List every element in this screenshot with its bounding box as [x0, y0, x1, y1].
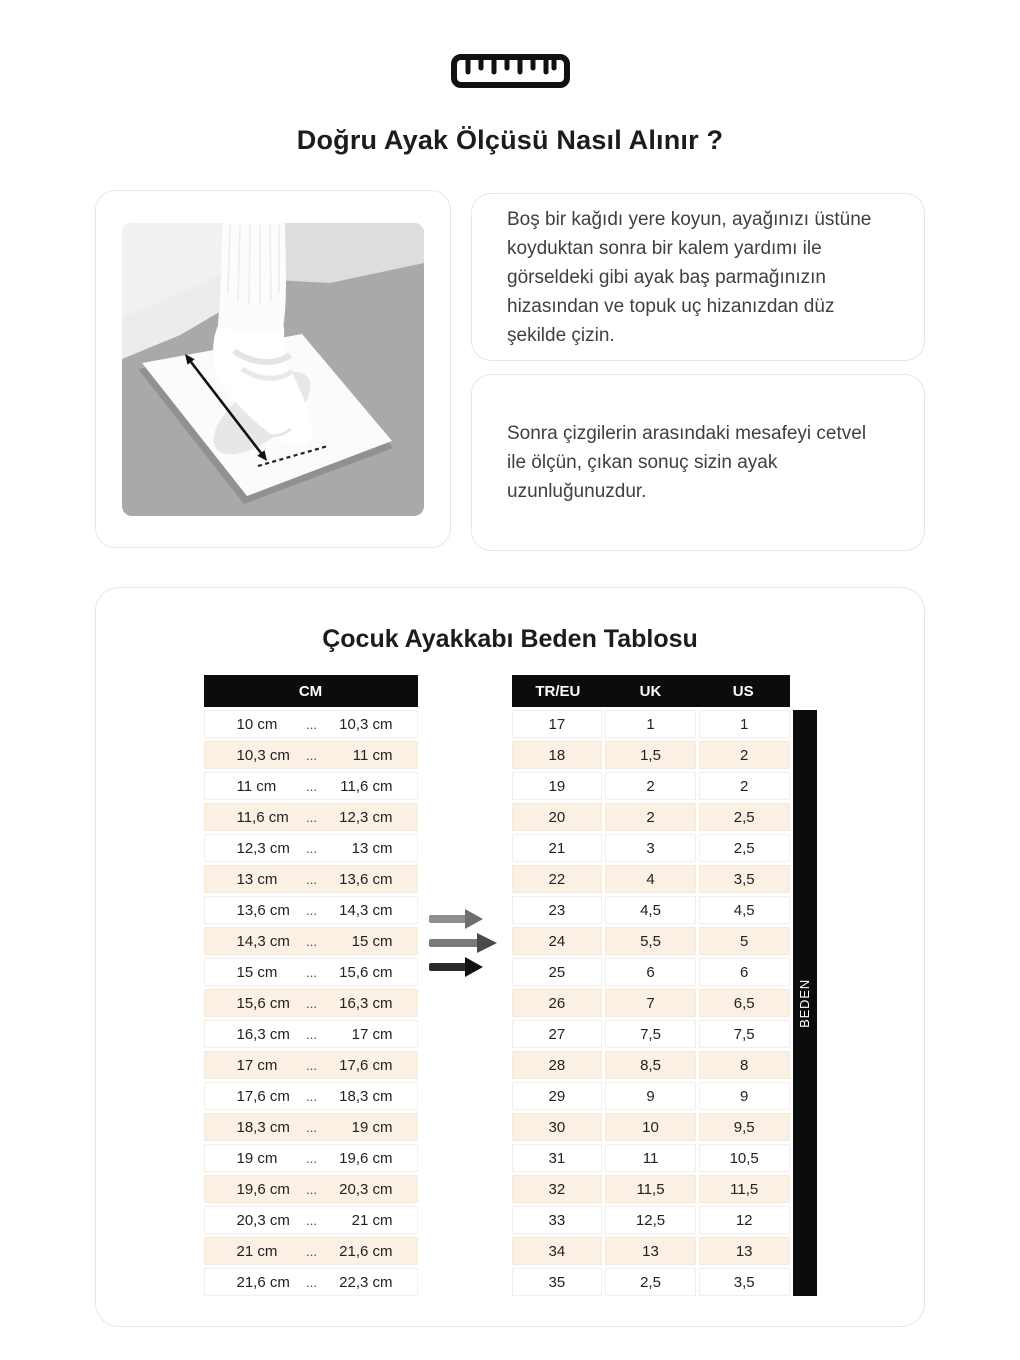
table-cell: 7,5 [699, 1020, 790, 1048]
table-cell: 8 [699, 1051, 790, 1079]
cm-to-value: 11,6 cm [340, 777, 393, 795]
cm-from-value: 10,3 cm [236, 746, 290, 764]
table-row [512, 927, 790, 955]
table-row [512, 896, 790, 924]
table-cell: 11,5 [699, 1175, 790, 1203]
beden-bar [793, 710, 817, 1296]
table-cell: 1,5 [605, 741, 696, 769]
table-row [204, 1206, 418, 1234]
measurement-photo-card [95, 190, 451, 548]
table-row [204, 896, 418, 924]
table-row [204, 1144, 418, 1172]
table-cell: 20 [512, 803, 603, 831]
table-cell: 26 [512, 989, 603, 1017]
table-cell: 1 [699, 710, 790, 738]
range-separator: ... [306, 871, 317, 887]
table-cell: 31 [512, 1144, 603, 1172]
cm-from-value: 12,3 cm [236, 839, 290, 857]
table-cell: 33 [512, 1206, 603, 1234]
table-cell: 11,5 [605, 1175, 696, 1203]
table-row [204, 1268, 418, 1296]
cm-to-value: 22,3 cm [339, 1273, 393, 1291]
table-cell: 11 [605, 1144, 696, 1172]
table-cell: 21 [512, 834, 603, 862]
range-separator: ... [306, 1243, 317, 1259]
table-cell: 12,5 [605, 1206, 696, 1234]
table-cell: 10 [605, 1113, 696, 1141]
instructions-section [95, 190, 925, 551]
table-row [512, 1268, 790, 1296]
cm-to-value: 10,3 cm [339, 715, 393, 733]
table-cell: 6 [699, 958, 790, 986]
table-cell: 18 [512, 741, 603, 769]
range-separator: ... [306, 840, 317, 856]
cm-to-value: 19,6 cm [339, 1149, 393, 1167]
instruction-card-1 [471, 193, 925, 361]
cm-to-value: 21 cm [351, 1211, 393, 1229]
table-row [204, 865, 418, 893]
cm-to-value: 17 cm [351, 1025, 393, 1043]
table-row [512, 1020, 790, 1048]
instruction-cards [471, 193, 925, 551]
table-cell: 13 [699, 1237, 790, 1265]
table-cell: 4,5 [605, 896, 696, 924]
cm-from-value: 21 cm [236, 1242, 278, 1260]
table-row [204, 741, 418, 769]
cm-to-value: 18,3 cm [339, 1087, 393, 1105]
table-cell: 24 [512, 927, 603, 955]
table-cell: 2 [699, 741, 790, 769]
cm-from-value: 21,6 cm [236, 1273, 290, 1291]
table-cell: 30 [512, 1113, 603, 1141]
size-table-card [95, 587, 925, 1327]
table-cell: 19 [512, 772, 603, 800]
table-cell: 2 [699, 772, 790, 800]
table-row [512, 1144, 790, 1172]
table-row [204, 710, 418, 738]
table-row [204, 834, 418, 862]
table-cell: 5 [699, 927, 790, 955]
ruler-icon [95, 54, 925, 88]
table-row [204, 989, 418, 1017]
range-separator: ... [306, 1057, 317, 1073]
beden-label: BEDEN [797, 978, 813, 1028]
cm-from-value: 10 cm [236, 715, 278, 733]
table-cell: 2 [605, 772, 696, 800]
cm-to-value: 17,6 cm [339, 1056, 393, 1074]
table-row [204, 927, 418, 955]
table-row [512, 803, 790, 831]
table-cell: 27 [512, 1020, 603, 1048]
cm-from-value: 11 cm [236, 777, 277, 795]
table-cell: 2 [605, 803, 696, 831]
cm-from-value: 13 cm [236, 870, 278, 888]
cm-to-value: 14,3 cm [339, 901, 393, 919]
table-cell: 6,5 [699, 989, 790, 1017]
cm-from-value: 15,6 cm [236, 994, 290, 1012]
range-separator: ... [306, 716, 317, 732]
table-row [204, 1175, 418, 1203]
table-cell: 13 [605, 1237, 696, 1265]
table-row [512, 1113, 790, 1141]
cm-to-value: 21,6 cm [339, 1242, 393, 1260]
cm-from-value: 13,6 cm [236, 901, 290, 919]
table-row [204, 958, 418, 986]
page-header [95, 0, 925, 156]
cm-to-value: 12,3 cm [339, 808, 393, 826]
table-cell: 22 [512, 865, 603, 893]
table-cell: 32 [512, 1175, 603, 1203]
table-row [204, 1051, 418, 1079]
table-cell: 29 [512, 1082, 603, 1110]
range-separator: ... [306, 1088, 317, 1104]
cm-from-value: 19 cm [236, 1149, 278, 1167]
table-cell: 2,5 [699, 834, 790, 862]
table-cell: 35 [512, 1268, 603, 1296]
cm-from-value: 20,3 cm [236, 1211, 290, 1229]
cm-to-value: 15 cm [351, 932, 393, 950]
range-separator: ... [306, 747, 317, 763]
range-separator: ... [306, 995, 317, 1011]
table-cell: 6 [605, 958, 696, 986]
table-row [204, 1082, 418, 1110]
table-cell: 2,5 [605, 1268, 696, 1296]
table-cell: 3,5 [699, 865, 790, 893]
table-cell: 4 [605, 865, 696, 893]
table-cell: 12 [699, 1206, 790, 1234]
table-cell: 3,5 [699, 1268, 790, 1296]
table-cell: 9 [605, 1082, 696, 1110]
range-separator: ... [306, 933, 317, 949]
header-cell: US [732, 682, 754, 700]
table-row [512, 1082, 790, 1110]
table-row [204, 1237, 418, 1265]
table-row [204, 1113, 418, 1141]
foot-measurement-photo [122, 223, 424, 516]
size-table-title: Çocuk Ayakkabı Beden Tablosu [322, 625, 698, 653]
table-cell: 1 [605, 710, 696, 738]
size-table-body [512, 710, 790, 1296]
table-cell: 17 [512, 710, 603, 738]
cm-table-body [204, 710, 418, 1296]
range-separator: ... [306, 809, 317, 825]
cm-to-value: 13,6 cm [339, 870, 393, 888]
range-separator: ... [306, 964, 317, 980]
size-tables [96, 675, 924, 1299]
cm-from-value: 19,6 cm [236, 1180, 290, 1198]
table-cell: 5,5 [605, 927, 696, 955]
cm-to-value: 15,6 cm [339, 963, 393, 981]
table-row [512, 772, 790, 800]
page-title: Doğru Ayak Ölçüsü Nasıl Alınır ? [296, 125, 724, 155]
table-row [512, 1051, 790, 1079]
table-cell: 10,5 [699, 1144, 790, 1172]
table-cell: 7 [605, 989, 696, 1017]
table-cell: 8,5 [605, 1051, 696, 1079]
table-cell: 4,5 [699, 896, 790, 924]
header-cell: UK [639, 682, 662, 700]
table-row [204, 772, 418, 800]
table-cell: 34 [512, 1237, 603, 1265]
range-separator: ... [306, 1274, 317, 1290]
table-row [512, 710, 790, 738]
range-separator: ... [306, 1150, 317, 1166]
cm-from-value: 17 cm [236, 1056, 278, 1074]
range-separator: ... [306, 1119, 317, 1135]
table-cell: 9 [699, 1082, 790, 1110]
size-table-header-row [512, 675, 790, 707]
range-separator: ... [306, 1181, 317, 1197]
instruction-step1-text: Boş bir kağıdı yere koyun, ayağınızı üstüne koyduktan sonra bir kalem yardımı ile görseldeki gibi ayak baş parmağınızın hizasından ve topuk uç hizanızdan düz şekilde çizin. [507, 208, 872, 346]
cm-from-value: 18,3 cm [236, 1118, 290, 1136]
table-row [512, 958, 790, 986]
cm-table [204, 675, 418, 1299]
range-separator: ... [306, 902, 317, 918]
table-cell: 3 [605, 834, 696, 862]
cm-to-value: 11 cm [352, 746, 393, 764]
table-row [204, 803, 418, 831]
cm-to-value: 13 cm [351, 839, 393, 857]
table-cell: 9,5 [699, 1113, 790, 1141]
cm-from-value: 11,6 cm [236, 808, 289, 826]
range-separator: ... [306, 778, 317, 794]
cm-to-value: 19 cm [351, 1118, 393, 1136]
table-row [512, 741, 790, 769]
table-row [512, 1237, 790, 1265]
table-cell: 25 [512, 958, 603, 986]
table-row [512, 1175, 790, 1203]
table-cell: 23 [512, 896, 603, 924]
table-row [512, 834, 790, 862]
table-cell: 7,5 [605, 1020, 696, 1048]
header-cell: TR/EU [535, 682, 581, 700]
table-cell: 2,5 [699, 803, 790, 831]
transfer-arrows-icon [418, 675, 512, 983]
cm-from-value: 14,3 cm [236, 932, 290, 950]
table-cell: 28 [512, 1051, 603, 1079]
cm-from-value: 17,6 cm [236, 1087, 290, 1105]
cm-to-value: 16,3 cm [339, 994, 393, 1012]
cm-to-value: 20,3 cm [339, 1180, 393, 1198]
table-row [204, 1020, 418, 1048]
instruction-step2-text: Sonra çizgilerin arasındaki mesafeyi cetvel ile ölçün, çıkan sonuç sizin ayak uzunluğunuzdur. [507, 423, 867, 502]
table-row [512, 865, 790, 893]
size-conversion-table [512, 675, 790, 1299]
cm-table-header: CM [204, 675, 418, 707]
range-separator: ... [306, 1212, 317, 1228]
cm-from-value: 15 cm [236, 963, 278, 981]
cm-from-value: 16,3 cm [236, 1025, 290, 1043]
table-row [512, 1206, 790, 1234]
range-separator: ... [306, 1026, 317, 1042]
table-row [512, 989, 790, 1017]
instruction-card-2 [471, 374, 925, 551]
